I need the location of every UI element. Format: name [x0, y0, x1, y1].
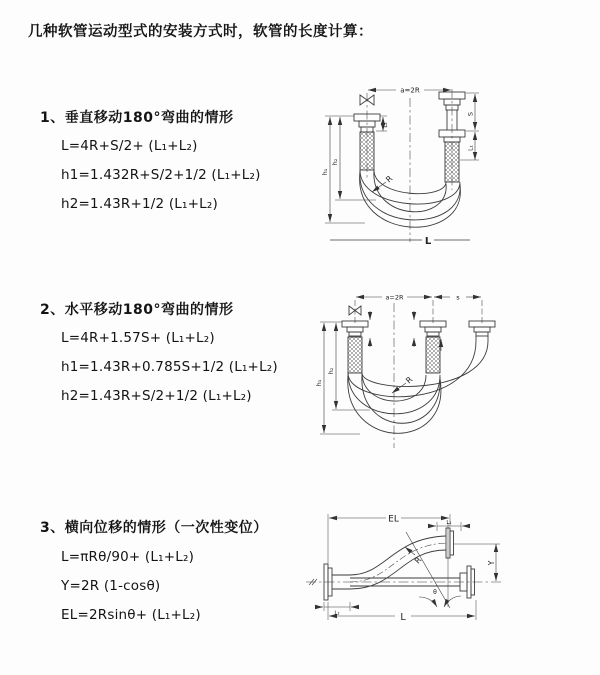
dim-label-length: L	[400, 612, 406, 623]
middle-pipe-fitting	[420, 321, 446, 373]
dim-label-shift: s	[456, 293, 460, 302]
dim-label-radius: R	[384, 173, 395, 185]
formula-line: h1=1.43R+0.785S+1/2 (L₁+L₂)	[61, 359, 278, 375]
right-pipe-fitting	[469, 321, 495, 341]
hose-drawing	[325, 86, 479, 242]
hose-s-curve	[350, 536, 448, 589]
dim-label-h1: h₁	[315, 379, 323, 387]
formula-line: L=4R+S/2+ (L₁+L₂)	[61, 138, 198, 154]
section-1-heading: 1、垂直移动180°弯曲的情形	[40, 110, 234, 126]
left-pipe-fitting	[354, 114, 380, 170]
dim-label-length: L	[424, 236, 432, 247]
hose-curves-moved	[348, 341, 488, 397]
formula-line: L=4R+1.57S+ (L₁+L₂)	[61, 330, 215, 346]
dim-label-fitting-top: L₁	[446, 520, 452, 526]
section-3-heading: 3、横向位移的情形（一次性变位）	[40, 520, 268, 536]
formula-line: Y=2R (1-cosθ)	[61, 578, 161, 594]
dim-label-radius: R	[412, 555, 424, 566]
dim-label-fitting-left: L₂	[334, 610, 340, 617]
dim-label-h2: h₂	[331, 158, 339, 166]
formula-line: EL=2Rsinθ+ (L₁+L₂)	[61, 607, 201, 623]
upper-flange	[446, 528, 454, 558]
diagram-horizontal-180-bend	[310, 283, 597, 463]
hose-curves-original	[348, 373, 441, 433]
dim-label-h1: h₁	[321, 168, 329, 176]
dim-label-angle: θ	[433, 589, 437, 596]
section-3-formulas	[61, 547, 201, 634]
diagram-vertical-180-bend	[310, 70, 595, 255]
formula-line: h1=1.432R+S/2+1/2 (L₁+L₂)	[61, 167, 261, 183]
dim-label-offset: Y	[487, 560, 496, 566]
dim-label-fitting-right: L₁	[467, 145, 475, 151]
hose-drawing	[320, 297, 495, 448]
section-2-heading: 2、水平移动180°弯曲的情形	[40, 302, 234, 318]
dim-label-el: EL	[388, 514, 399, 525]
dim-label-span: a=2R	[385, 293, 404, 302]
page-title: 几种软管运动型式的安装方式时，软管的长度计算：	[28, 24, 373, 40]
dim-label-span: a=2R	[400, 86, 420, 95]
section-1-formulas	[61, 136, 261, 223]
right-pipe-fitting	[439, 92, 465, 182]
dim-label-radius: R	[404, 374, 415, 386]
formula-line: h2=1.43R+1/2 (L₁+L₂)	[61, 196, 218, 212]
diagram-lateral-displacement	[298, 504, 595, 644]
hose-drawing	[306, 514, 501, 620]
formula-line: L=πRθ/90+ (L₁+L₂)	[61, 549, 195, 565]
dim-label-stroke: S	[466, 111, 475, 117]
left-pipe-fitting	[342, 321, 368, 373]
section-2-formulas	[61, 328, 278, 415]
dim-label-h2: h₂	[327, 367, 335, 375]
dim-label-fitting-left: L₂	[383, 122, 389, 128]
formula-line: h2=1.43R+S/2+1/2 (L₁+L₂)	[61, 388, 252, 404]
